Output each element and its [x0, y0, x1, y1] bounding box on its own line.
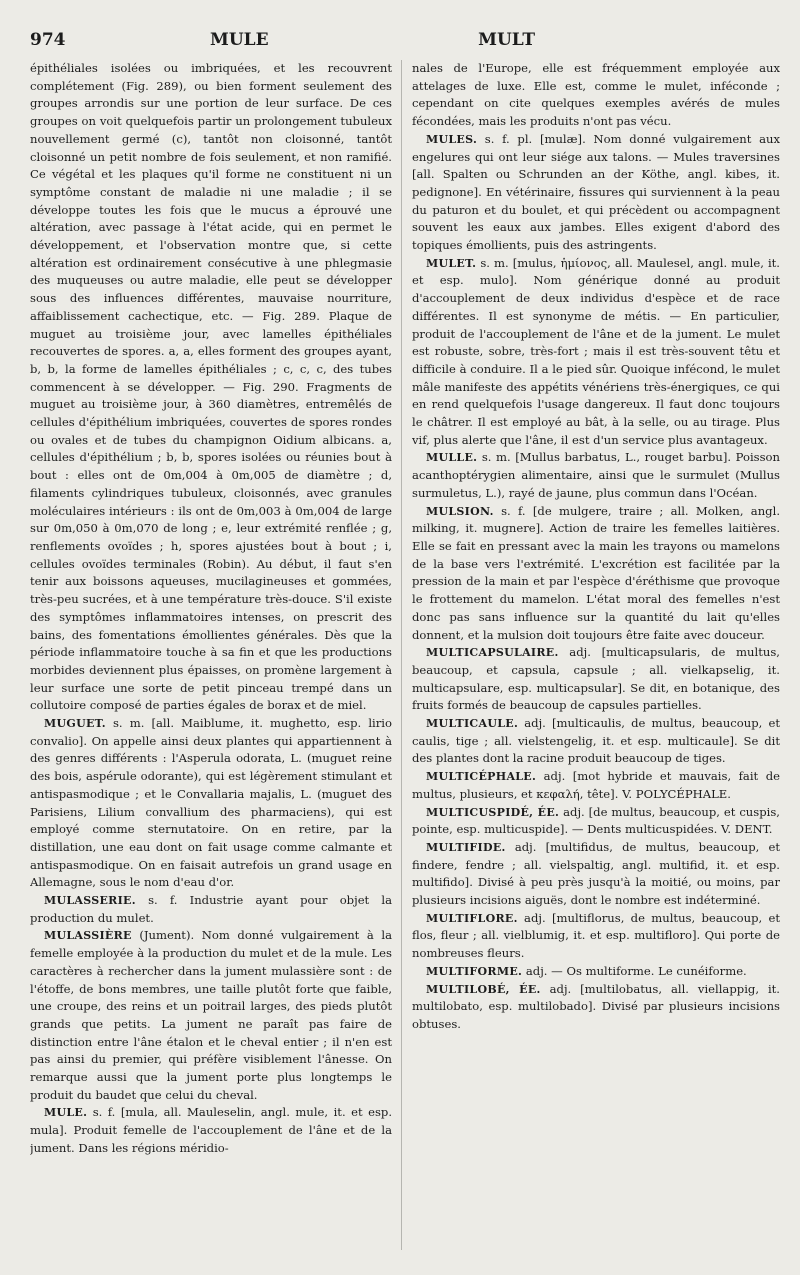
entry-text: adj. [mot hybride et mauvais, fait de multus, plusieurs, et κεφαλή, tête]. V. POLYCÉPHALE.	[412, 769, 780, 801]
entry-multilobe	[412, 981, 780, 1034]
entry-text: s. f. [de mulgere, traire ; all. Molken, angl. milking, it. mugnere]. Action de traire les femelles laitières. Elle se fait en pressant avec la main les trayons ou mamelons de la base vers l'extrémité. L'excrétion est facilitée par la pression de la main et par l'espèce d'éréthisme que provoque le frottement du mamelon. L'état moral des femelles n'est donc pas sans influence sur la quantité du lait qu'elles donnent, et la mulsion doit toujours être faite avec douceur.	[412, 503, 780, 642]
entry-term: MULTIFLORE.	[426, 911, 518, 925]
entry-text: adj. [multilobatus, all. viellappig, it. multilobato, esp. multilobado]. Divisé par plusieurs incisions obtuses.	[412, 981, 780, 1031]
entry-term: MULTICAPSULAIRE.	[426, 646, 559, 660]
entry-text: nales de l'Europe, elle est fréquemment employée aux attelages de luxe. Elle est, comme le mulet, inféconde ; cependant on cite quelques exemples avérés de mules fécondées, mais les produits n'ont pas vécu.	[412, 61, 780, 129]
page-number: 974	[30, 30, 66, 50]
entry-term: MULTIFORME.	[426, 964, 523, 978]
entry-text: s. m. [mulus, ἡμίονος, all. Maulesel, angl. mule, it. et esp. mulo]. Nom générique donné au produit d'accouplement de deux individus d'espèce et de race différentes. Il est synonyme de métis. — En particulier, produit de l'accouplement de l'âne et de la jument. Le mulet est robuste, sobre, très-fort ; mais il est très-souvent têtu et difficile à conduire. Il a le pied sûr. Quoique infécond, le mulet mâle manifeste des appétits vénériens très-énergiques, ce qui en rend quelquefois l'usage dangereux. Il faut donc toujours le châtrer. Il est employé au bât, à la selle, ou au tirage. Plus vif, plus alerte que l'âne, il est d'un service plus avantageux.	[412, 255, 780, 447]
entry-term: MULTICAULE.	[426, 717, 519, 731]
entry-term: MULLE.	[426, 451, 478, 465]
left-running-headword: MULE	[210, 30, 269, 50]
column-divider	[401, 60, 402, 1250]
entry-term: MULTILOBÉ, ÉE.	[426, 982, 541, 996]
entry-mulasserie	[30, 892, 392, 927]
entry-term: MULTIFIDE.	[426, 840, 506, 854]
entry-text: adj. [multicaulis, de multus, beaucoup, et caulis, tige ; all. vielstengelig, it. et esp. multicaule]. Se dit des plantes dont la racine produit beaucoup de tiges.	[412, 716, 780, 766]
entry-continuation	[412, 60, 780, 131]
entry-term: MUGUET.	[44, 717, 106, 731]
entry-term: MULASSIÈRE	[44, 929, 132, 943]
entry-multicapsulaire	[412, 644, 780, 715]
entry-mulle	[412, 449, 780, 502]
entry-text: s. f. Industrie ayant pour objet la production du mulet.	[30, 893, 392, 925]
entry-text: s. m. [all. Maiblume, it. mughetto, esp. lirio convalio]. On appelle ainsi deux plantes qui appartiennent à des genres différents : l'Asperula odorata, L. (muguet reine des bois, aspérule odorante), qui est légèrement stimulant et antispasmodique ; et le Convallaria majalis, L. (muguet des Parisiens, Lilium convallium des pharmaciens), qui est employé comme sternutatoire. On en retire, par la distillation, une eau dont on fait usage comme calmante et antispasmodique. On en faisait autrefois un grand usage en Allemagne, sous le nom d'eau d'or.	[30, 716, 392, 890]
left-column	[30, 60, 392, 1250]
entry-multifide	[412, 839, 780, 910]
entry-continuation	[30, 60, 392, 715]
entry-multicuspide	[412, 804, 780, 839]
entry-text: s. f. [mula, all. Mauleselin, angl. mule, it. et esp. mula]. Produit femelle de l'accouplement de l'âne et de la jument. Dans les régions méridio-	[30, 1105, 392, 1155]
entry-mulet	[412, 255, 780, 450]
entry-text: adj. [multicapsularis, de multus, beaucoup, et capsula, capsule ; all. vielkapselig, it. multicapsulare, esp. multicapsular]. Se dit, en botanique, des fruits formés de beaucoup de capsules partielles.	[412, 645, 780, 713]
entry-text: s. f. pl. [mulæ]. Nom donné vulgairement aux engelures qui ont leur siége aux talons. — Mules traversines [all. Spalten ou Schrunden an der Köthe, angl. kibes, it. pedignone]. En vétérinaire, fissures qui surviennent à la peau du paturon et du boulet, et qui précèdent ou accompagnent souvent les eaux aux jambes. Elles exigent d'abord des topiques émollients, puis des astringents.	[412, 131, 780, 253]
running-header	[30, 30, 770, 60]
entry-term: MULTICUSPIDÉ, ÉE.	[426, 805, 560, 819]
entry-text: adj. — Os multiforme. Le cunéiforme.	[525, 963, 747, 978]
entry-text: (Jument). Nom donné vulgairement à la femelle employée à la production du mulet et de la mule. Les caractères à rechercher dans la jument mulassière sont : de l'étoffe, de bons membres, une taille plutôt forte que faible, une croupe, des reins et un poitrail larges, des pieds plutôt grands que petits. La jument ne paraît pas faire de distinction entre l'âne étalon et le cheval entier ; il n'en est pas ainsi du premier, qui préfère visiblement l'ânesse. On remarque aussi que la jument porte plus longtemps le produit du baudet que celui du cheval.	[30, 928, 392, 1102]
entry-multicephale	[412, 768, 780, 803]
entry-text: adj. [multifidus, de multus, beaucoup, et findere, fendre ; all. vielspaltig, angl. multifid, it. et esp. multifido]. Divisé à peu près jusqu'à la moitié, ou moins, par plusieurs incisions aiguës, dont le nombre est indéterminé.	[412, 839, 780, 908]
entry-text: adj. [multiflorus, de multus, beaucoup, et flos, fleur ; all. vielblumig, it. et esp. multifloro]. Qui porte de nombreuses fleurs.	[412, 910, 780, 961]
entry-term: MULTICÉPHALE.	[426, 770, 537, 784]
entry-term: MULASSERIE.	[44, 894, 136, 908]
entry-mulassiere	[30, 927, 392, 1104]
right-column	[412, 60, 780, 1250]
entry-multicaule	[412, 715, 780, 768]
entry-mule	[30, 1104, 392, 1157]
right-running-headword: MULT	[478, 30, 535, 50]
entry-text: épithéliales isolées ou imbriquées, et les recouvrent complétement (Fig. 289), ou bien forment seulement des groupes arrondis sur une portion de leur surface. De ces groupes on voit quelquefois partir un prolongement tubuleux nouvellement germé (c), tantôt non cloisonné, tantôt cloisonné un petit nombre de fois seulement, et non ramifié. Ce végétal et les plaques qu'il forme ne constituent ni un symptôme constant de maladie ni une maladie ; il se développe toutes les fois que le mucus a éprouvé une altération, avec passage à l'état acide, qui en permet le développement, et l'observation montre que, si cette altération est ordinairement consécutive à une phlegmasie des muqueuses ou autre maladie, elle peut se développer sous des influences différentes, mauvaise nourriture, affaiblissement cachectique, etc. — Fig. 289. Plaque de muguet au troisième jour, avec lamelles épithéliales recouvertes de spores. a, a, elles forment des groupes ayant, b, b, la forme de lamelles épithéliales ; c, c, c, des tubes commencent à se développer. — Fig. 290. Fragments de muguet au troisième jour, à 360 diamètres, entremêlés de cellules d'épithélium imbriquées, couvertes de spores rondes ou ovales et de tubes du champignon Oidium albicans. a, cellules d'épithélium ; b, b, spores isolées ou réunies bout à bout : elles ont de 0m,004 à 0m,005 de diamètre ; d, filaments cylindriques tubuleux, cloisonnés, avec granules moléculaires intérieurs : ils ont de 0m,003 à 0m,004 de large sur 0m,050 à 0m,070 de long ; e, leur extrémité renflée ; g, renflements ovoïdes ; h, spores ajustées bout à bout ; i, cellules ovoïdes terminales (Robin). Au début, il faut s'en tenir aux boissons aqueuses, mucilagineuses et gommées, très-peu sucrées, et à une température très-douce. S'il existe des symptômes inflammatoires intenses, on prescrit des bains, des fomentations émollientes générales. Dès que la période inflammatoire touche à sa fin et que les productions morbides deviennent plus épaisses, on promène largement à leur surface une sorte de petit pinceau trempé dans un collutoire composé de parties égales de borax et de miel.	[30, 61, 392, 713]
entry-mules	[412, 131, 780, 255]
entry-term: MULSION.	[426, 504, 494, 518]
entry-multiforme	[412, 963, 780, 981]
entry-mulsion	[412, 503, 780, 645]
entry-text: s. m. [Mullus barbatus, L., rouget barbu]. Poisson acanthoptérygien alimentaire, ainsi que le surmulet (Mullus surmuletus, L.), rayé de jaune, plus commun dans l'Océan.	[412, 450, 780, 500]
entry-multiflore	[412, 910, 780, 963]
entry-term: MULET.	[426, 256, 477, 270]
entry-term: MULE.	[44, 1106, 88, 1120]
entry-term: MULES.	[426, 132, 478, 146]
entry-muguet	[30, 715, 392, 892]
entry-text: adj. [de multus, beaucoup, et cuspis, pointe, esp. multicuspide]. — Dents multicuspidées. V. DENT.	[412, 804, 780, 837]
